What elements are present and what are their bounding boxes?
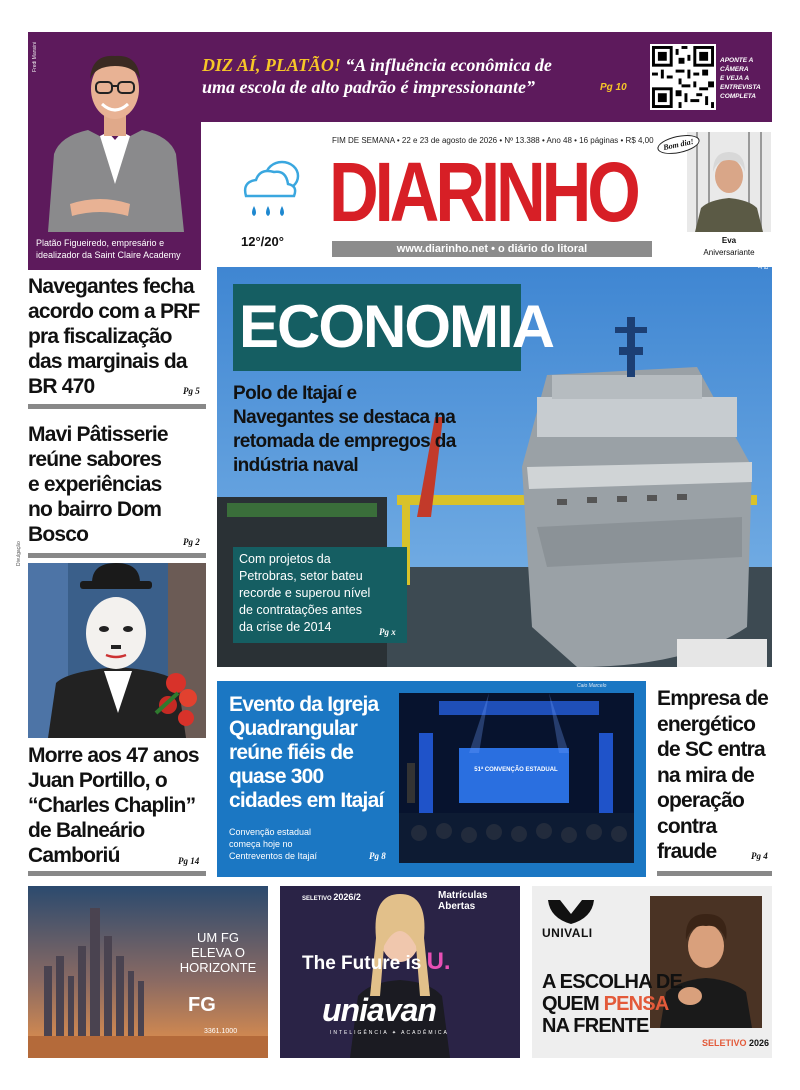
matriculas-tag: Matrículas Abertas [438,890,488,912]
page-ref: Pg 5 [183,386,200,396]
story-headline: Morre aos 47 anos Juan Portillo, o “Charles Chaplin” de Balneário Camboriú [28,744,199,867]
story-mavi[interactable] [28,422,208,547]
univali-seletivo: SELETIVO 2026 [702,1038,770,1048]
univali-slogan: A ESCOLHA DE QUEM PENSA NA FRENTE [542,971,683,1037]
ad-univali[interactable] [532,886,772,1058]
page-ref: Pg 2 [183,537,200,547]
divider [657,871,772,876]
masthead [201,122,772,270]
banner-quote: DIZ AÍ, PLATÃO! “A influência econômica de uma escola de alto padrão é impressionante” [202,55,552,97]
univali-brand: UNIVALI [542,926,593,940]
quote-lead: DIZ AÍ, PLATÃO! [202,55,341,75]
univali-logo-icon [546,898,596,926]
page-ref: Pg x [379,627,396,637]
chaplin-photo [28,563,206,738]
story-chaplin[interactable] [28,743,208,868]
seletivo-badge: SELETIVO 2026/2 [302,892,361,902]
story-headline: Evento da Igreja Quadrangular reúne fiéis de quase 300 cidades em Itajaí [229,693,384,812]
quote-page-ref: Pg 10 [600,82,627,93]
page-ref: Pg 14 [178,856,200,866]
qr-code[interactable] [650,44,716,110]
uniavan-logo: uniavan [322,992,436,1028]
birthday-name: Eva [721,236,737,245]
ad-uniavan[interactable] [280,886,520,1058]
qr-instructions: APONTE A CÂMERA E VEJA A ENTREVISTA COMPLETA [720,57,761,100]
temperature: 12°/20° [241,234,284,249]
newspaper-logo[interactable]: DIARINHO [329,145,637,239]
screen-text: 51ª CONVENÇÃO ESTADUAL [474,767,558,773]
photo-credit: Divulgação [16,541,22,566]
ad-fg-text: UM FG ELEVA O HORIZONTE [179,930,257,975]
economia-summary-box: Com projetos da Petrobras, setor bateu recorde e superou nível de contratações antes da crise de 2014 [233,547,407,643]
evento-story[interactable] [217,681,646,877]
economia-title-box [233,284,553,371]
eva-photo [687,132,771,232]
platao-photo [40,44,190,232]
photo-credit: João Batista [758,253,770,269]
story-subtitle: Convenção estadual começa hoje no Centreventos de Itajaí [229,827,318,861]
page-ref: Pg 4 [751,851,768,861]
birthday-role: Aniversariante [703,248,755,257]
rain-cloud-icon [236,154,308,226]
story-headline: Navegantes fecha acordo com a PRF pra fiscalização das marginais da BR 470 [28,275,200,398]
photo-credit: Caio Marcelo [577,683,607,689]
convention-photo [399,693,634,863]
fg-phone: 3361.1000 [204,1028,238,1035]
site-url-bar[interactable]: www.diarinho.net • o diário do litoral [332,241,652,257]
economia-subheadline: Polo de Itajaí e Navegantes se destaca na retomada de empregos da indústria naval [233,383,456,476]
fg-logo: FG [188,994,216,1016]
economia-feature[interactable] [217,253,772,667]
story-energetico[interactable]: Empresa de energético de SC entra na mira de operação contra fraude [657,687,769,863]
ad-slogan: The Future is U. [302,948,451,975]
divider [28,871,206,876]
uniavan-sub: INTELIGÊNCIA ✦ ACADÊMICA [330,1030,449,1036]
page-ref: Pg 8 [369,851,386,861]
photo-credit: Fredi Mansini [32,41,38,72]
divider [28,404,206,409]
bom-dia-stamp: Bom dia! [656,132,702,158]
section-title: ECONOMIA [239,293,553,360]
dateline: FIM DE SEMANA • 22 e 23 de agosto de 2026 • Nº 13.388 • Ano 48 • 16 páginas • R$ 4,00 [332,136,654,145]
story-headline: Mavi Pâtisserie reúne sabores e experiências no bairro Dom Bosco [28,423,168,546]
photo-caption: Platão Figueiredo, empresário e idealizador da Saint Claire Academy [36,238,181,260]
story-navegantes[interactable] [28,274,208,399]
divider [28,553,206,558]
ad-fg[interactable] [28,886,268,1058]
